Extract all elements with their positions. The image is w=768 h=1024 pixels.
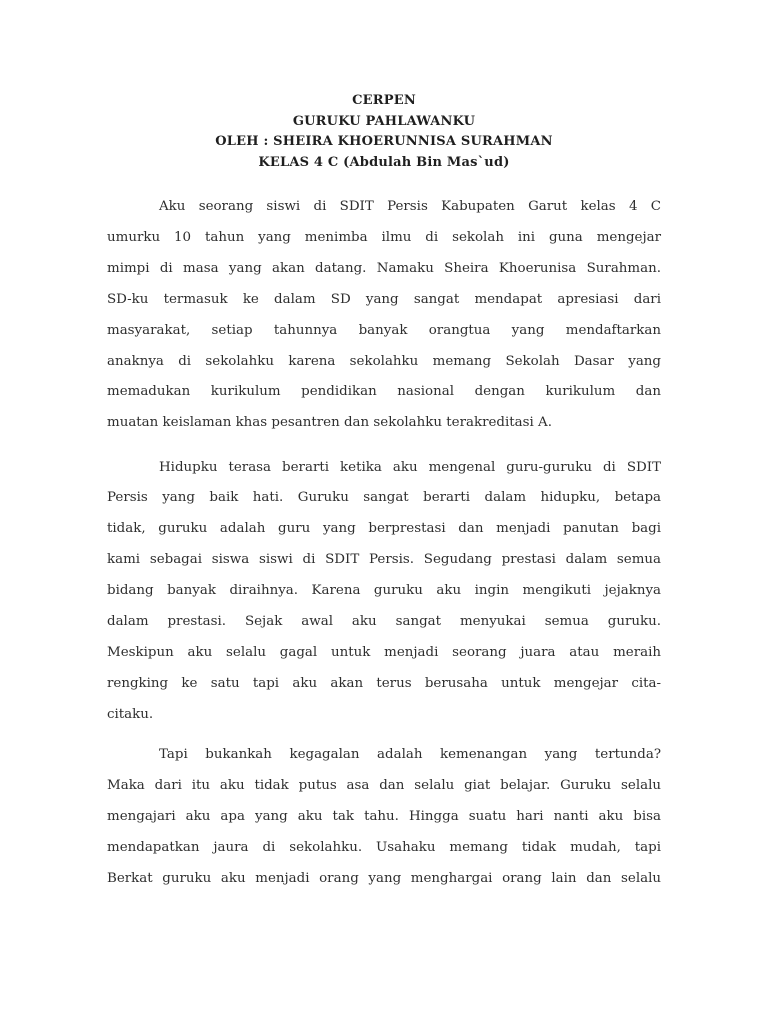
paragraph-2-line-3: tidak, guruku adalah guru yang berprestasi dan menjadi panutan bagi [107, 521, 661, 536]
paragraph-2-line-8: rengking ke satu tapi aku akan terus berusaha untuk mengejar cita- [107, 676, 661, 691]
story-title: GURUKU PAHLAWANKU [292, 113, 476, 129]
paragraph-2-line-7: Meskipun aku selalu gagal untuk menjadi seorang juara atau meraih [107, 645, 661, 660]
paragraph-2-line-9: citaku. [107, 707, 154, 722]
paragraph-3-line-1: Tapi bukankah kegagalan adalah kemenangan yang tertunda? [159, 747, 661, 762]
paragraph-2-line-1: Hidupku terasa berarti ketika aku mengenal guru-guruku di SDIT [159, 460, 661, 475]
genre-heading: CERPEN [352, 93, 416, 108]
class-line: KELAS 4 C (Abdulah Bin Mas`ud) [258, 154, 510, 170]
paragraph-3-line-4: mendapatkan jaura di sekolahku. Usahaku memang tidak mudah, tapi [107, 840, 661, 855]
paragraph-3-line-2: Maka dari itu aku tidak putus asa dan selalu giat belajar. Guruku selalu [107, 778, 661, 793]
paragraph-1-line-3: mimpi di masa yang akan datang. Namaku Sheira Khoerunisa Surahman. [107, 261, 661, 276]
paragraph-1-line-4: SD-ku termasuk ke dalam SD yang sangat mendapat apresiasi dari [107, 292, 661, 307]
paragraph-1-line-6: anaknya di sekolahku karena sekolahku memang Sekolah Dasar yang [107, 354, 661, 369]
paragraph-3-line-3: mengajari aku apa yang aku tak tahu. Hingga suatu hari nanti aku bisa [107, 809, 661, 824]
paragraph-1-line-7: memadukan kurikulum pendidikan nasional dengan kurikulum dan [107, 384, 661, 399]
paragraph-3-line-5: Berkat guruku aku menjadi orang yang menghargai orang lain dan selalu [107, 871, 661, 886]
paragraph-2-line-6: dalam prestasi. Sejak awal aku sangat menyukai semua guruku. [107, 614, 661, 629]
paragraph-1-line-8: muatan keislaman khas pesantren dan sekolahku terakreditasi A. [107, 415, 552, 430]
paragraph-2-line-4: kami sebagai siswa siswi di SDIT Persis. Segudang prestasi dalam semua [107, 552, 661, 567]
paragraph-1-line-5: masyarakat, setiap tahunnya banyak orangtua yang mendaftarkan [107, 323, 661, 338]
author-line: OLEH : SHEIRA KHOERUNNISA SURAHMAN [215, 134, 553, 149]
paragraph-2-line-5: bidang banyak diraihnya. Karena guruku aku ingin mengikuti jejaknya [107, 583, 661, 598]
paragraph-1-line-1: Aku seorang siswi di SDIT Persis Kabupaten Garut kelas 4 C [159, 199, 661, 214]
paragraph-2-line-2: Persis yang baik hati. Guruku sangat berarti dalam hidupku, betapa [107, 490, 661, 505]
story-title-block [0, 91, 768, 173]
paragraph-1-line-2: umurku 10 tahun yang menimba ilmu di sekolah ini guna mengejar [107, 230, 661, 245]
